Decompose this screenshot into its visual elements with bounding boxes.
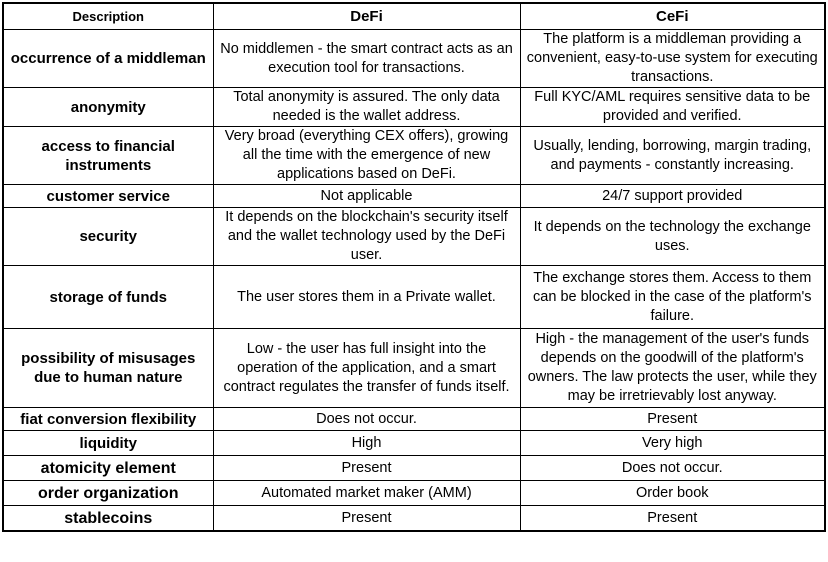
table-row: [3, 185, 825, 208]
row-defi-value: High: [213, 431, 520, 456]
table-row: [3, 30, 825, 88]
header-description: Description: [3, 3, 213, 30]
defi-cefi-comparison-table: [2, 2, 826, 532]
row-cefi-value: Does not occur.: [520, 456, 825, 481]
row-cefi-value: 24/7 support provided: [520, 185, 825, 208]
row-description: access to financial instruments: [3, 127, 213, 185]
row-description: storage of funds: [3, 266, 213, 329]
header-row: [3, 3, 825, 30]
row-description: atomicity element: [3, 456, 213, 481]
row-defi-value: No middlemen - the smart contract acts as an execution tool for transactions.: [213, 30, 520, 88]
row-description: liquidity: [3, 431, 213, 456]
row-defi-value: Present: [213, 456, 520, 481]
row-description: occurrence of a middleman: [3, 30, 213, 88]
row-defi-value: Low - the user has full insight into the operation of the application, and a smart contract regulates the transfer of funds itself.: [213, 329, 520, 408]
row-cefi-value: The exchange stores them. Access to them can be blocked in the case of the platform's failure.: [520, 266, 825, 329]
row-defi-value: It depends on the blockchain's security itself and the wallet technology used by the DeFi user.: [213, 208, 520, 266]
row-description: fiat conversion flexibility: [3, 408, 213, 431]
table-row: [3, 266, 825, 329]
header-cefi: CeFi: [520, 3, 825, 30]
table-row: [3, 88, 825, 127]
table-row: [3, 208, 825, 266]
table-row: [3, 456, 825, 481]
table-row: [3, 506, 825, 532]
row-defi-value: Not applicable: [213, 185, 520, 208]
row-description: possibility of misusages due to human nature: [3, 329, 213, 408]
row-defi-value: Total anonymity is assured. The only data needed is the wallet address.: [213, 88, 520, 127]
row-cefi-value: The platform is a middleman providing a convenient, easy-to-use system for executing transactions.: [520, 30, 825, 88]
row-cefi-value: It depends on the technology the exchange uses.: [520, 208, 825, 266]
row-description: customer service: [3, 185, 213, 208]
row-cefi-value: Full KYC/AML requires sensitive data to be provided and verified.: [520, 88, 825, 127]
row-cefi-value: Present: [520, 408, 825, 431]
row-defi-value: Automated market maker (AMM): [213, 481, 520, 506]
comparison-table-container: [2, 2, 826, 532]
table-row: [3, 329, 825, 408]
table-row: [3, 481, 825, 506]
row-cefi-value: Order book: [520, 481, 825, 506]
row-cefi-value: High - the management of the user's funds depends on the goodwill of the platform's owners. The law protects the user, while they may be irretrievably lost anyway.: [520, 329, 825, 408]
row-defi-value: Very broad (everything CEX offers), growing all the time with the emergence of new applications based on DeFi.: [213, 127, 520, 185]
row-description: anonymity: [3, 88, 213, 127]
row-description: order organization: [3, 481, 213, 506]
row-defi-value: Does not occur.: [213, 408, 520, 431]
header-defi: DeFi: [213, 3, 520, 30]
row-cefi-value: Very high: [520, 431, 825, 456]
row-defi-value: The user stores them in a Private wallet.: [213, 266, 520, 329]
table-row: [3, 127, 825, 185]
row-cefi-value: Usually, lending, borrowing, margin trading, and payments - constantly increasing.: [520, 127, 825, 185]
table-row: [3, 431, 825, 456]
row-cefi-value: Present: [520, 506, 825, 532]
table-row: [3, 408, 825, 431]
row-description: stablecoins: [3, 506, 213, 532]
row-defi-value: Present: [213, 506, 520, 532]
row-description: security: [3, 208, 213, 266]
